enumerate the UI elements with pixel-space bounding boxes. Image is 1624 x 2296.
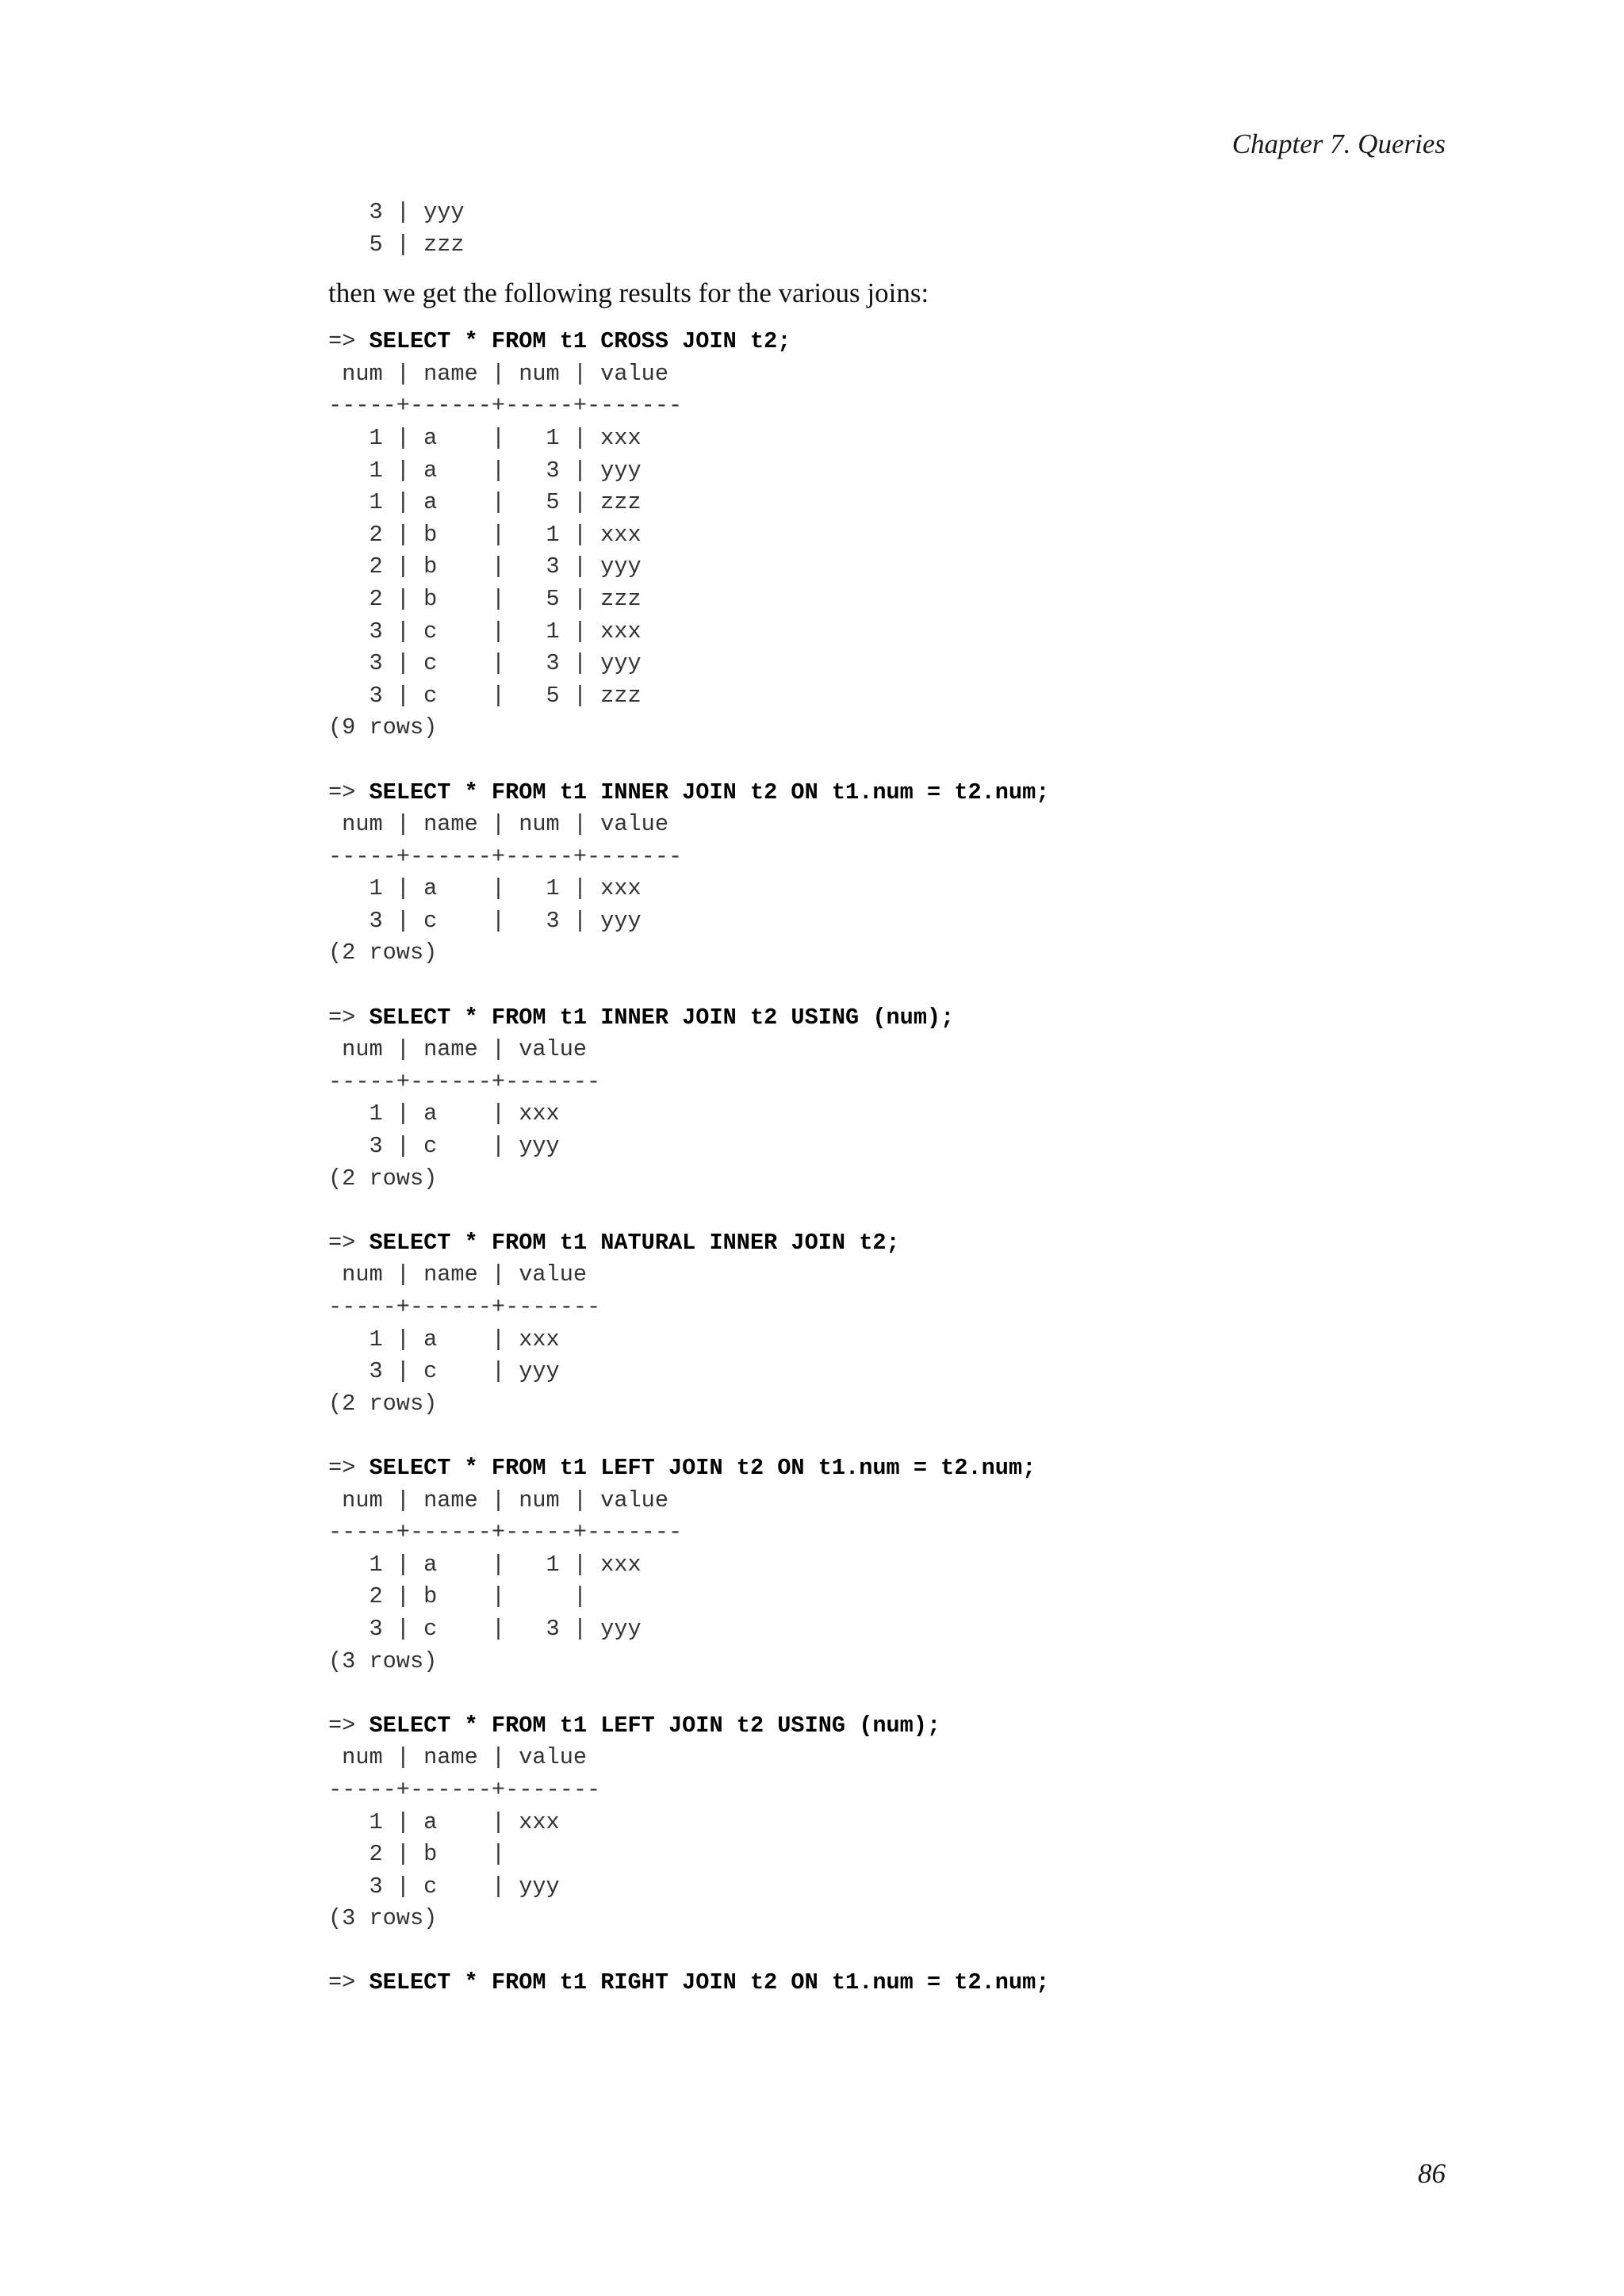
result-line: 2 | b | 1 | xxx <box>328 521 642 548</box>
result-line: -----+------+------- <box>328 1068 601 1095</box>
query-block <box>328 326 1438 744</box>
prompt-symbol: => <box>328 1454 370 1481</box>
result-line: 3 | c | yyy <box>328 1873 560 1900</box>
query-command-line <box>328 1710 1438 1743</box>
result-line: -----+------+-----+------- <box>328 392 683 419</box>
sql-command: SELECT * FROM t1 NATURAL INNER JOIN t2; <box>369 1229 900 1256</box>
query-block <box>328 1227 1438 1421</box>
result-line: 2 | b | | <box>328 1583 588 1610</box>
result-line: 1 | a | 1 | xxx <box>328 1551 642 1578</box>
result-line: (9 rows) <box>328 714 438 741</box>
intro-paragraph: then we get the following results for the various joins: <box>328 277 929 309</box>
result-line: num | name | num | value <box>328 360 668 387</box>
result-line: num | name | value <box>328 1261 588 1288</box>
sql-command: SELECT * FROM t1 LEFT JOIN t2 ON t1.num = t2.num; <box>369 1454 1036 1481</box>
sql-command: SELECT * FROM t1 INNER JOIN t2 USING (num); <box>369 1004 955 1031</box>
result-line: num | name | value <box>328 1744 588 1771</box>
result-line: 1 | a | xxx <box>328 1326 560 1353</box>
sql-command: SELECT * FROM t1 RIGHT JOIN t2 ON t1.num = t2.num; <box>369 1969 1050 1996</box>
result-line: 1 | a | 1 | xxx <box>328 875 642 902</box>
query-block <box>328 1002 1438 1196</box>
result-line: (2 rows) <box>328 1165 438 1192</box>
prompt-symbol: => <box>328 1004 370 1031</box>
result-line: num | name | num | value <box>328 1487 668 1513</box>
result-line: 2 | b | 3 | yyy <box>328 553 642 580</box>
result-line: 3 | c | 1 | xxx <box>328 618 642 645</box>
query-block <box>328 1452 1438 1678</box>
result-line: -----+------+------- <box>328 1294 601 1320</box>
query-command-line <box>328 1227 1438 1260</box>
result-line: 1 | a | 3 | yyy <box>328 457 642 484</box>
result-line: (2 rows) <box>328 939 438 966</box>
query-list <box>328 326 1438 1999</box>
continued-rows <box>328 197 1438 261</box>
sql-command: SELECT * FROM t1 CROSS JOIN t2; <box>369 328 791 355</box>
prompt-symbol: => <box>328 1969 370 1996</box>
prompt-symbol: => <box>328 1712 370 1739</box>
query-command-line <box>328 1452 1438 1485</box>
result-line: -----+------+-----+------- <box>328 843 683 870</box>
sql-command: SELECT * FROM t1 LEFT JOIN t2 USING (num); <box>369 1712 941 1739</box>
prompt-symbol: => <box>328 1229 370 1256</box>
result-line: 3 | c | 3 | yyy <box>328 1615 642 1642</box>
sql-command: SELECT * FROM t1 INNER JOIN t2 ON t1.num = t2.num; <box>369 779 1050 806</box>
result-line: 1 | a | 1 | xxx <box>328 424 642 451</box>
page-number: 86 <box>1418 2158 1446 2189</box>
result-line: 1 | a | xxx <box>328 1808 560 1835</box>
query-command-line <box>328 326 1438 358</box>
prompt-symbol: => <box>328 328 370 355</box>
query-command-line <box>328 1967 1438 1999</box>
result-line: 3 | c | yyy <box>328 1133 560 1160</box>
result-line: (3 rows) <box>328 1647 438 1674</box>
result-line: 1 | a | 5 | zzz <box>328 489 642 516</box>
page-content <box>328 197 1438 1999</box>
query-block <box>328 777 1438 970</box>
result-line: 3 | c | 3 | yyy <box>328 650 642 677</box>
result-line: 3 | c | yyy <box>328 1358 560 1385</box>
result-line: num | name | num | value <box>328 811 668 838</box>
result-line: 3 | c | 3 | yyy <box>328 907 642 934</box>
query-command-line <box>328 777 1438 809</box>
prompt-symbol: => <box>328 779 370 806</box>
code-line: 3 | yyy <box>328 199 465 225</box>
result-line: num | name | value <box>328 1036 588 1063</box>
query-command-line <box>328 1002 1438 1035</box>
result-line: 3 | c | 5 | zzz <box>328 682 642 709</box>
query-block <box>328 1967 1438 1999</box>
result-line: (2 rows) <box>328 1390 438 1417</box>
result-line: 2 | b | <box>328 1841 506 1868</box>
result-line: -----+------+------- <box>328 1776 601 1803</box>
result-line: 1 | a | xxx <box>328 1100 560 1127</box>
result-line: (3 rows) <box>328 1905 438 1932</box>
code-line: 5 | zzz <box>328 231 465 258</box>
query-block <box>328 1710 1438 1935</box>
running-header: Chapter 7. Queries <box>1231 128 1446 159</box>
result-line: -----+------+-----+------- <box>328 1519 683 1546</box>
result-line: 2 | b | 5 | zzz <box>328 585 642 612</box>
